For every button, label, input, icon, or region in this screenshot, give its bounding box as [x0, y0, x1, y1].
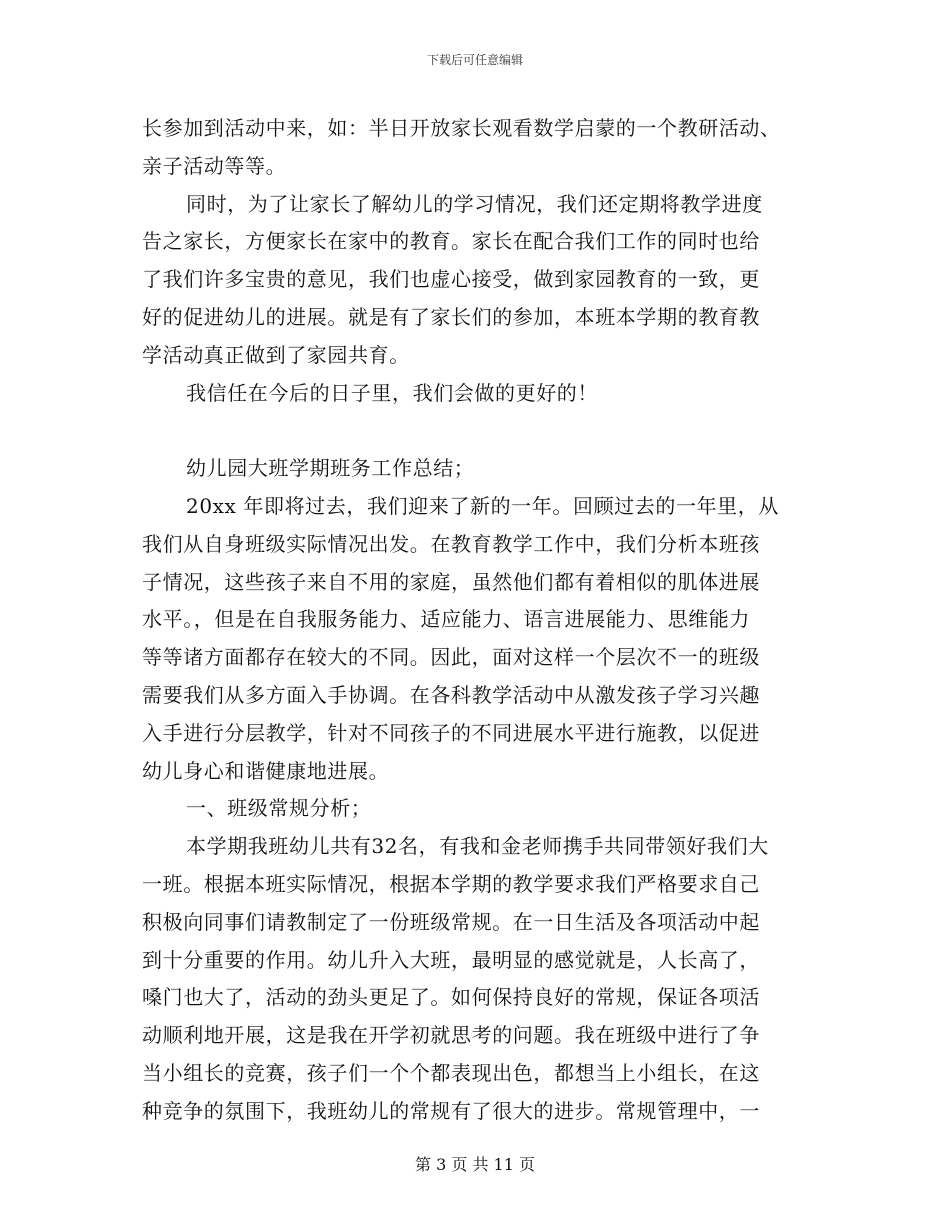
text-line: 种竞争的氛围下，我班幼儿的常规有了很大的进步。常规管理中，一 [142, 1098, 760, 1123]
text-line: 需要我们从多方面入手协调。在各科教学活动中从激发孩子学习兴趣 [142, 682, 760, 707]
text-line: 幼儿身心和谐健康地进展。 [142, 758, 390, 783]
text-line: 长参加到活动中来，如：半日开放家长观看数学启蒙的一个教研活动、 [142, 116, 781, 140]
text-line: 入手进行分层教学，针对不同孩子的不同进展水平进行施教，以促进 [142, 720, 760, 745]
text-line: 等等诸方面都存在较大的不同。因此，面对这样一个层次不一的班级 [142, 645, 760, 670]
text-line: 到十分重要的作用。幼儿升入大班，最明显的感觉就是，人长高了， [142, 947, 760, 972]
document-body [142, 110, 812, 1131]
text-line: 了我们许多宝贵的意见，我们也虚心接受，做到家园教育的一致，更 [142, 267, 760, 292]
subsection-title: 一、班级常规分析； [186, 796, 372, 821]
text-line: 亲子活动等等。 [142, 153, 287, 178]
text-line: 水平。，但是在自我服务能力、适应能力、语言进展能力、思维能力 [142, 607, 750, 632]
paragraph-start-line: 本学期我班幼儿共有32名，有我和金老师携手共同带领好我们大 [186, 834, 769, 859]
text-line: 嗓门也大了，活动的劲头更足了。如何保持良好的常规，保证各项活 [142, 985, 760, 1010]
paragraph-start-line: 20xx 年即将过去，我们迎来了新的一年。回顾过去的一年里，从 [186, 493, 779, 518]
paragraph-start-line: 我信任在今后的日子里，我们会做的更好的！ [186, 380, 598, 405]
text-line: 好的促进幼儿的进展。就是有了家长们的参加，本班本学期的教育教 [142, 304, 760, 329]
text-line: 学活动真正做到了家园共育。 [142, 342, 410, 367]
text-line: 积极向同事们请教制定了一份班级常规。在一日生活及各项活动中起 [142, 909, 760, 934]
section-title: 幼儿园大班学期班务工作总结； [186, 456, 475, 481]
text-line: 一班。根据本班实际情况，根据本学期的教学要求我们严格要求自己 [142, 871, 760, 896]
blank-line [142, 412, 812, 450]
text-line: 我们从自身班级实际情况出发。在教育教学工作中，我们分析本班孩 [142, 531, 760, 556]
text-line: 告之家长，方便家长在家中的教育。家长在配合我们工作的同时也给 [142, 229, 760, 254]
text-line: 子情况，这些孩子来自不用的家庭，虽然他们都有着相似的肌体进展 [142, 569, 760, 594]
page-number: 第 3 页 共 11 页 [415, 1155, 535, 1174]
text-line: 动顺利地开展，这是我在开学初就思考的问题。我在班级中进行了争 [142, 1023, 760, 1048]
paragraph-start-line: 同时，为了让家长了解幼儿的学习情况，我们还定期将教学进度 [186, 191, 763, 216]
page-header-note: 下载后可任意编辑 [426, 53, 523, 67]
text-line: 当小组长的竞赛，孩子们一个个都表现出色，都想当上小组长，在这 [142, 1060, 760, 1085]
